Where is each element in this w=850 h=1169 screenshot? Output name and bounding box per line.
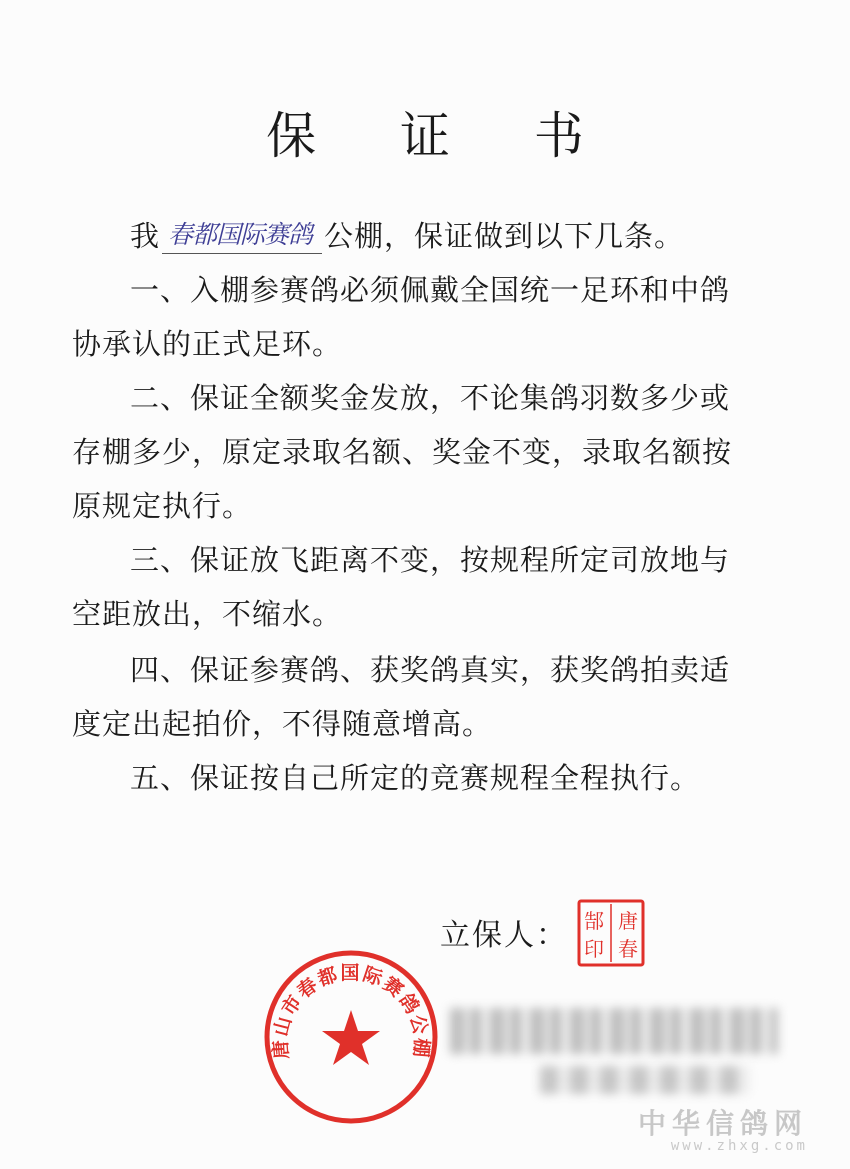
intro-suffix: 公棚，保证做到以下几条。 bbox=[324, 219, 685, 253]
organization-seal bbox=[262, 948, 440, 1126]
intro-line bbox=[72, 214, 772, 255]
clause-4-line-2: 度定出起拍价，不得随意增高。 bbox=[72, 707, 493, 741]
intro-prefix: 我 bbox=[130, 219, 161, 253]
clause-2-line-2: 存棚多少，原定录取名额、奖金不变，录取名额按 bbox=[72, 435, 733, 469]
svg-text:郜: 郜 bbox=[584, 909, 604, 933]
clause-4-line-1: 四、保证参赛鸽、获奖鸽真实，获奖鸽拍卖适 bbox=[130, 653, 731, 687]
clause-1-line-2: 协承认的正式足环。 bbox=[72, 327, 343, 361]
clause-2-line-3: 原规定执行。 bbox=[72, 489, 253, 523]
clause-3-line-2: 空距放出，不缩水。 bbox=[72, 597, 343, 631]
handwritten-name-text: 春都国际赛鸽 bbox=[168, 220, 313, 249]
watermark-text: 中华信鸽网 bbox=[637, 1107, 808, 1140]
svg-text:唐山市春都国际赛鸽公棚: 唐山市春都国际赛鸽公棚 bbox=[269, 962, 433, 1060]
document-title: 保 证 书 bbox=[266, 107, 618, 165]
svg-text:唐: 唐 bbox=[618, 909, 638, 933]
clause-2-line-1: 二、保证全额奖金发放，不论集鸽羽数多少或 bbox=[130, 381, 731, 415]
personal-seal bbox=[576, 898, 646, 968]
handwritten-name bbox=[162, 215, 322, 254]
clause-1-line-1: 一、入棚参赛鸽必须佩戴全国统一足环和中鸽 bbox=[130, 273, 731, 307]
clause-3-line-1: 三、保证放飞距离不变，按规程所定司放地与 bbox=[130, 543, 731, 577]
watermark-url: www.zhxg.com bbox=[670, 1138, 808, 1154]
svg-text:春: 春 bbox=[618, 937, 638, 961]
clause-5-line-1: 五、保证按自己所定的竞赛规程全程执行。 bbox=[130, 761, 701, 795]
signer-label: 立保人： bbox=[440, 918, 568, 953]
svg-text:印: 印 bbox=[584, 937, 604, 961]
redacted-signature bbox=[450, 1008, 778, 1054]
redacted-date bbox=[540, 1066, 750, 1094]
